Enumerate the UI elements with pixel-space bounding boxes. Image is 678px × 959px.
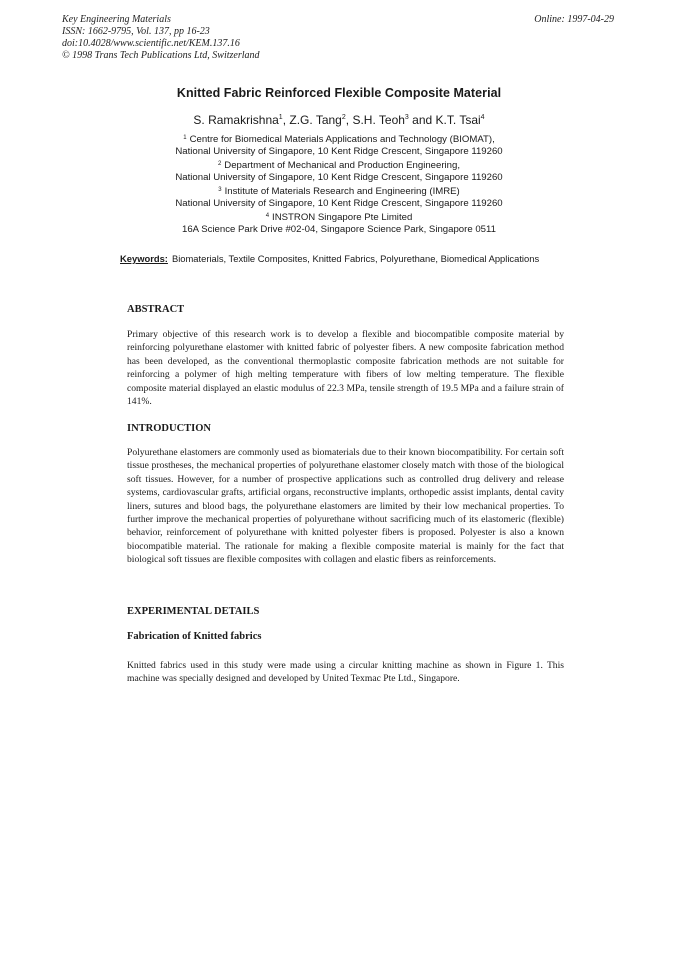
- affiliation-line: INSTRON Singapore Pte Limited: [272, 212, 413, 223]
- affiliation-number: 3: [218, 187, 222, 193]
- affiliation: [0, 134, 678, 158]
- author-name: K.T. Tsai: [435, 113, 481, 127]
- affiliation-list: [0, 134, 678, 238]
- affiliation-line: National University of Singapore, 10 Kent Ridge Crescent, Singapore 119260: [175, 172, 503, 183]
- journal-info: [62, 14, 392, 62]
- abstract-text: Primary objective of this research work is to develop a flexible and biocompatible composite material by reinforcing polyurethane elastomer with knitted fabric of polyester fibers. A new composite fabrication method has been developed, as the conventional thermoplastic composite fabrication methods are not suitable for reinforcing a polymer of high melting temperature with fibers of low melting temperature. The flexible composite material displayed an elastic modulus of 22.3 MPa, tensile strength of 19.5 MPa and a failure strain of 141%.: [127, 329, 564, 408]
- experimental-heading: EXPERIMENTAL DETAILS: [127, 606, 260, 617]
- online-date: Online: 1997-04-29: [534, 14, 614, 25]
- keywords-text: Biomaterials, Textile Composites, Knitted Fabrics, Polyurethane, Biomedical Applications: [171, 253, 540, 264]
- affiliation-line: National University of Singapore, 10 Kent Ridge Crescent, Singapore 119260: [175, 198, 503, 209]
- author-separator: ,: [345, 113, 353, 127]
- affiliation: [0, 186, 678, 210]
- fabrication-text: Knitted fabrics used in this study were made using a circular knitting machine as shown in Figure 1. This machine was specially designed and developed by United Texmac Pte Ltd., Singapore.: [127, 660, 564, 685]
- affiliation-number: 4: [265, 213, 270, 219]
- author-affiliation-number: 1: [278, 114, 283, 121]
- abstract-heading: ABSTRACT: [127, 304, 185, 315]
- author-affiliation-number: 4: [480, 114, 485, 121]
- keywords-label: Keywords:: [120, 253, 168, 264]
- introduction-heading: INTRODUCTION: [127, 423, 212, 434]
- paper-title: Knitted Fabric Reinforced Flexible Composite Material: [176, 86, 502, 100]
- author-name: Z.G. Tang: [289, 113, 342, 127]
- author-separator: and: [408, 113, 436, 127]
- affiliation-number: 2: [217, 161, 222, 167]
- author-name: S.H. Teoh: [352, 113, 405, 127]
- author-affiliation-number: 3: [404, 114, 409, 121]
- introduction-text: Polyurethane elastomers are commonly used as biomaterials due to their known biocompatibility. For certain soft tissue prostheses, the mechanical properties of polyurethane elastomer closely match with those of the biological soft tissues. However, for a number of prospective applications such as controlled drug delivery and release systems, cardiovascular grafts, artificial organs, reconstructive implants, orthopedic assist implants, dental cavity liners, sutures and blood bags, the polyurethane elastomers are limited by their low mechanical properties. To further improve the mechanical properties of polyurethane without sacrificing much of its elastomeric (flexible) behavior, reinforcement of polyurethane with knitted polyester fibers is proposed. Polyester is also a known biocompatible material. The rationale for making a flexible composite material is mainly for the fact that biological soft tissues are flexible composites with collagen and elastic fibers as reinforcements.: [127, 447, 564, 566]
- affiliation-line: Department of Mechanical and Production Engineering,: [224, 160, 461, 171]
- affiliation: [0, 212, 678, 236]
- author-list: [0, 113, 678, 127]
- author-affiliation-number: 2: [341, 114, 346, 121]
- journal-copyright: © 1998 Trans Tech Publications Ltd, Switzerland: [62, 50, 260, 61]
- affiliation-line: National University of Singapore, 10 Kent Ridge Crescent, Singapore 119260: [175, 146, 503, 157]
- affiliation-line: Centre for Biomedical Materials Applications and Technology (BIOMAT),: [189, 134, 495, 145]
- author-name: S. Ramakrishna: [193, 113, 279, 127]
- affiliation: [0, 160, 678, 184]
- journal-name: Key Engineering Materials: [62, 14, 171, 25]
- affiliation-number: 1: [183, 135, 187, 141]
- affiliation-line: Institute of Materials Research and Engineering (IMRE): [224, 186, 460, 197]
- author-separator: ,: [282, 113, 290, 127]
- journal-issn: ISSN: 1662-9795, Vol. 137, pp 16-23: [62, 26, 210, 37]
- fabrication-subheading: Fabrication of Knitted fabrics: [127, 631, 262, 642]
- keywords: [120, 253, 569, 264]
- affiliation-line: 16A Science Park Drive #02-04, Singapore Science Park, Singapore 0511: [182, 224, 496, 235]
- journal-doi: doi:10.4028/www.scientific.net/KEM.137.16: [62, 38, 240, 49]
